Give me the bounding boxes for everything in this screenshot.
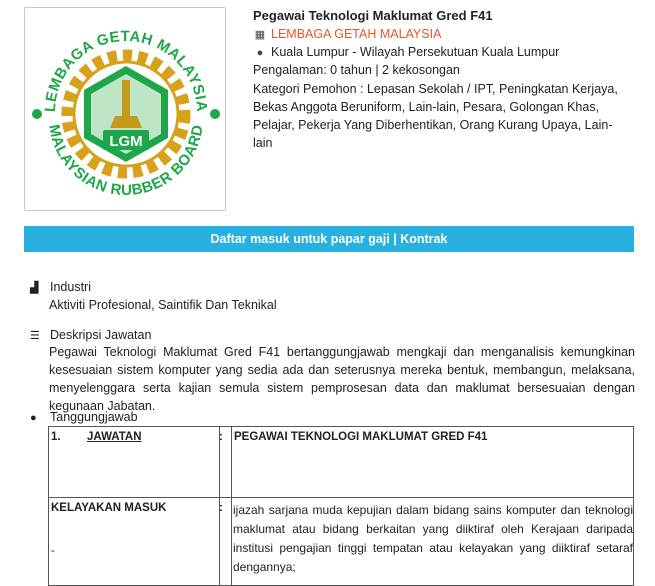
description-heading [30, 328, 151, 342]
building-icon: ▦ [254, 29, 266, 41]
row1-label: JAWATAN [87, 431, 142, 443]
location-text: Kuala Lumpur - Wilayah Persekutuan Kuala Lumpur [271, 45, 560, 59]
banner-separator: | [393, 232, 397, 246]
row2-value: ijazah sarjana muda kepujian dalam bidang sains komputer dan teknologi maklumat atau bidang berkaitan yang diiktiraf oleh Kerajaan daripada institusi pengajian tinggi tempatan atau kelayakan yang diiktiraf setaraf dengannya; [233, 503, 633, 574]
applicant-category: Kategori Pemohon : Lepasan Sekolah / IPT, Peningkatan Kerjaya, Bekas Anggota Beruniform, Lain-lain, Pesara, Golongan Khas, Pelajar, Pekerja Yang Diberhentikan, Orang Kurang Upaya, Lain-lain [253, 82, 618, 150]
industry-heading-label: Industri [50, 280, 91, 294]
map-pin-icon: ● [256, 47, 264, 59]
company-line[interactable] [253, 27, 441, 41]
job-title: Pegawai Teknologi Maklumat Gred F41 [253, 8, 493, 23]
list-icon: ☰ [30, 330, 40, 342]
location-line [253, 45, 559, 59]
row2-label: KELAYAKAN MASUK [51, 502, 167, 514]
row1-colon: : [219, 431, 223, 443]
login-to-view-salary-link[interactable]: Daftar masuk untuk papar gaji [210, 232, 390, 246]
description-heading-label: Deskripsi Jawatan [50, 328, 152, 342]
row2-dash: - [51, 545, 55, 557]
responsibility-heading-label: Tanggungjawab [50, 410, 138, 424]
company-logo [24, 7, 226, 211]
description-text: Pegawai Teknologi Maklumat Gred F41 bertanggungjawab mengkaji dan menganalisis kemungkinan kesesuaian sistem komputer yang sedia ada dan seterusnya mereka bentuk, membangun, melaksana, menyelenggara serta kajian semula sistem pemprosesan data dan maklumat bersesuaian dengan kegunaan Jabatan. [49, 345, 635, 413]
row1-value: PEGAWAI TEKNOLOGI MAKLUMAT GRED F41 [234, 431, 488, 443]
person-icon: ● [30, 412, 37, 424]
industry-heading [30, 280, 91, 294]
row1-number: 1. [51, 431, 61, 443]
responsibility-heading [30, 410, 138, 424]
company-name[interactable]: LEMBAGA GETAH MALAYSIA [271, 27, 442, 41]
industry-icon: ▟ [30, 282, 39, 294]
responsibility-table [48, 426, 634, 586]
salary-login-banner [24, 226, 634, 252]
row2-colon: : [219, 502, 223, 514]
logo-mark-text: LGM [109, 133, 143, 150]
industry-value: Aktiviti Profesional, Saintifik Dan Teknikal [49, 298, 277, 312]
logo-top-text: LEMBAGA GETAH MALAYSIA [41, 27, 211, 113]
lgm-logo-graphic [25, 8, 227, 212]
experience-text: Pengalaman: 0 tahun | 2 kekosongan [253, 63, 460, 77]
logo-bottom-text: MALAYSIAN RUBBER BOARD [45, 123, 207, 200]
contract-type: Kontrak [400, 232, 448, 246]
